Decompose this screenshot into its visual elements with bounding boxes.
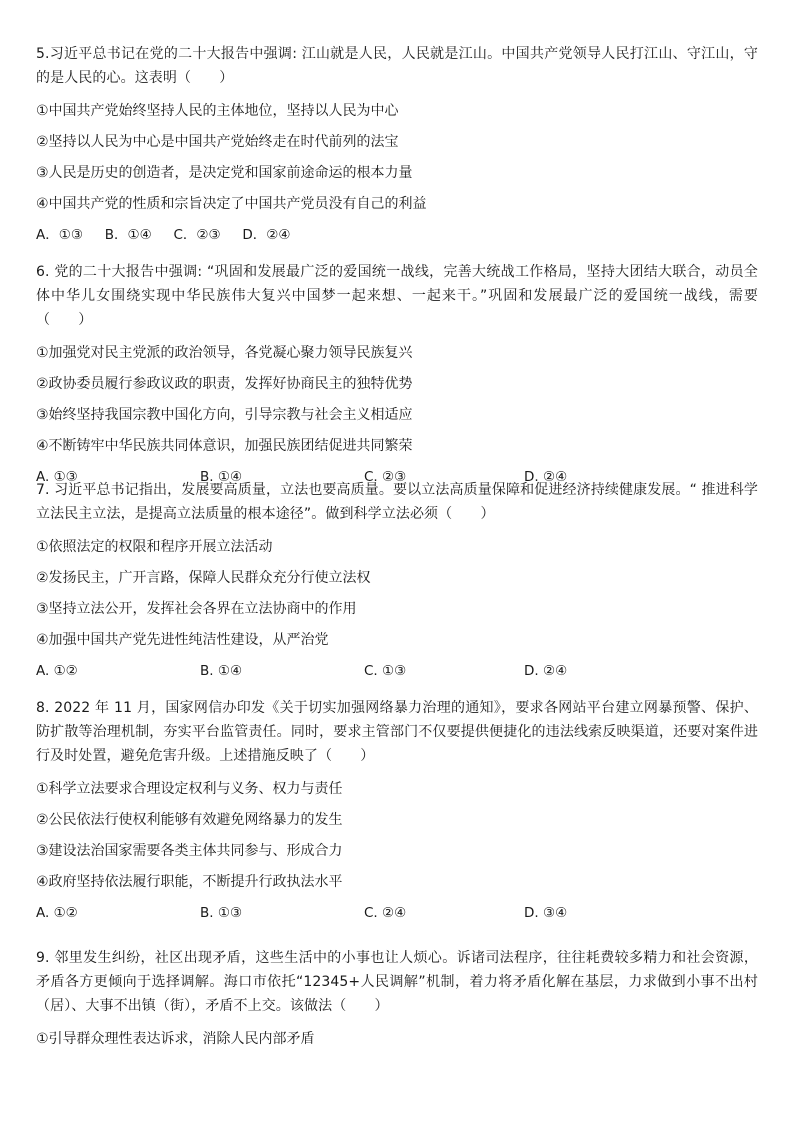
question-stem: 6. 党的二十大报告中强调: “巩固和发展最广泛的爱国统一战线，完善大统战工作格局，坚持大团结大联合，动员全体中华儿女围绕实现中华民族伟大复兴中国梦一起来想、一起来干。”巩固和发展最广泛的爱国统一战线，需要（ ） — [36, 264, 758, 328]
option-2: ②公民依法行使权利能够有效避免网络暴力的发生 — [36, 812, 343, 828]
question-9 — [36, 946, 758, 1049]
question-8 — [36, 696, 758, 923]
option-2: ②发扬民主，广开言路，保障人民群众充分行使立法权 — [36, 570, 371, 586]
answer-b: B. ①④ — [200, 469, 243, 485]
question-stem: 9. 邻里发生纠纷，社区出现矛盾，这些生活中的小事也让人烦心。诉诸司法程序，往往耗费较多精力和社会资源，矛盾各方更倾向于选择调解。海口市依托“12345+人民调解”机制，着力将矛盾化解在基层，力求做到小事不出村（居）、大事不出镇（街），矛盾不上交。该做法（ ） — [36, 950, 758, 1014]
option-3: ③建设法治国家需要各类主体共同参与、形成合力 — [36, 843, 343, 859]
option-3: ③人民是历史的创造者，是决定党和国家前途命运的根本力量 — [36, 165, 413, 181]
answer-a: A. ①③ — [36, 469, 78, 485]
question-stem: 7. 习近平总书记指出，发展要高质量，立法也要高质量。要以立法高质量保障和促进经济持续健康发展。“ 推进科学立法民主立法，是提高立法质量的根本途径”。做到科学立法必须（ ） — [36, 482, 758, 522]
option-4: ④加强中国共产党先进性纯洁性建设，从严治党 — [36, 632, 329, 648]
question-stem: 8. 2022 年 11 月，国家网信办印发《关于切实加强网络暴力治理的通知》，要求各网站平台建立网暴预警、保护、防扩散等治理机制，夯实平台监管责任。同时，要求主管部门不仅要提供便捷化的违法线索反映渠道，还要对案件进行及时处置，避免危害升级。上述措施反映了（ ） — [36, 700, 758, 764]
answer-b: B. ①④ — [200, 663, 243, 679]
answer-a: A. ①② — [36, 905, 78, 921]
option-2: ②坚持以人民为中心是中国共产党始终走在时代前列的法宝 — [36, 134, 399, 150]
answer-d: D. ③④ — [524, 905, 568, 921]
answer-d: D. ②④ — [524, 663, 568, 679]
option-4: ④不断铸牢中华民族共同体意识，加强民族团结促进共同繁荣 — [36, 438, 413, 454]
option-3: ③始终坚持我国宗教中国化方向，引导宗教与社会主义相适应 — [36, 407, 413, 423]
answer-c: C. ②③ — [364, 469, 407, 485]
question-stem: 5.习近平总书记在党的二十大报告中强调: 江山就是人民，人民就是江山。中国共产党领导人民打江山、守江山，守的是人民的心。这表明（ ） — [36, 46, 758, 86]
option-1: ①科学立法要求合理设定权利与义务、权力与责任 — [36, 781, 343, 797]
answer-b: B. ①③ — [200, 905, 243, 921]
option-4: ④政府坚持依法履行职能，不断提升行政执法水平 — [36, 874, 343, 890]
option-2: ②政协委员履行参政议政的职责，发挥好协商民主的独特优势 — [36, 376, 413, 392]
answer-a: A. ①② — [36, 663, 78, 679]
question-7 — [36, 478, 758, 681]
option-1: ①加强党对民主党派的政治领导，各党凝心聚力领导民族复兴 — [36, 345, 413, 361]
question-5 — [36, 42, 758, 245]
question-6 — [36, 260, 758, 487]
option-1: ①中国共产党始终坚持人民的主体地位，坚持以人民为中心 — [36, 103, 399, 119]
answer-choices — [36, 903, 758, 923]
answer-c: C. ②④ — [364, 905, 407, 921]
option-4: ④中国共产党的性质和宗旨决定了中国共产党员没有自己的利益 — [36, 196, 427, 212]
answer-choices: A．①③ B．①④ C．②③ D．②④ — [36, 227, 291, 243]
answer-c: C. ①③ — [364, 663, 407, 679]
answer-d: D. ②④ — [524, 469, 568, 485]
option-3: ③坚持立法公开，发挥社会各界在立法协商中的作用 — [36, 601, 357, 617]
answer-choices — [36, 661, 758, 681]
option-1: ①依照法定的权限和程序开展立法活动 — [36, 539, 273, 555]
option-1: ①引导群众理性表达诉求，消除人民内部矛盾 — [36, 1031, 315, 1047]
